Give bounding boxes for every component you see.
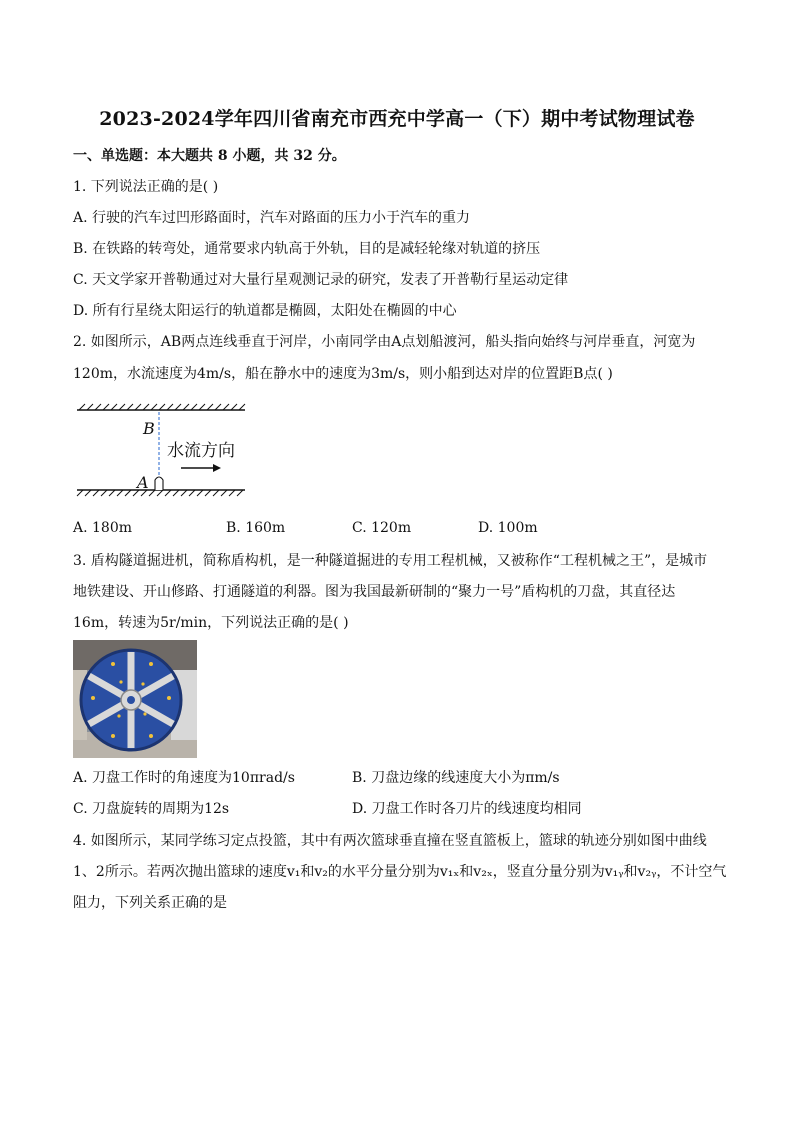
- q3-option-c: C. 刀盘旋转的周期为12s: [73, 801, 230, 817]
- q3-stem-line1: 3. 盾构隧道掘进机，简称盾构机，是一种隧道掘进的专用工程机械，又被称作“工程机械之王”，是城市: [73, 553, 708, 569]
- q3-stem-line3: 16m，转速为5r/min，下列说法正确的是( ): [73, 615, 349, 631]
- boat-icon: [155, 477, 163, 490]
- label-a: A: [137, 473, 149, 492]
- q3-option-b: B. 刀盘边缘的线速度大小为πm/s: [352, 770, 560, 786]
- q3-stem-line2: 地铁建设、开山修路、打通隧道的利器。图为我国最新研制的“聚力一号”盾构机的刀盘，其直径达: [73, 584, 676, 600]
- q1-option-a: A. 行驶的汽车过凹形路面时，汽车对路面的压力小于汽车的重力: [73, 210, 471, 226]
- q2-option-a: A. 180m: [73, 520, 133, 536]
- q2-option-d: D. 100m: [478, 520, 538, 536]
- q2-option-c: C. 120m: [352, 520, 412, 536]
- q4-stem-line2: 1、2所示。若两次抛出篮球的速度v₁和v₂的水平分量分别为v₁ₓ和v₂ₓ，竖直分量分别为v₁ᵧ和v₂ᵧ，不计空气: [73, 864, 727, 880]
- q2-option-b: B. 160m: [226, 520, 286, 536]
- section-heading: 一、单选题：本大题共 8 小题，共 32 分。: [73, 148, 346, 164]
- q1-option-b: B. 在铁路的转弯处，通常要求内轨高于外轨，目的是减轻轮缘对轨道的挤压: [73, 241, 541, 257]
- river-crossing-diagram: [73, 400, 253, 504]
- tunnel-boring-machine-photo: [73, 640, 197, 758]
- page-title: 2023-2024学年四川省南充市西充中学高一（下）期中考试物理试卷: [99, 108, 695, 130]
- q4-stem-line3: 阻力，下列关系正确的是: [73, 895, 227, 911]
- q2-stem-line1: 2. 如图所示，AB两点连线垂直于河岸，小南同学由A点划船渡河，船头指向始终与河岸垂直，河宽为: [73, 334, 696, 350]
- q1-stem: 1. 下列说法正确的是( ): [73, 179, 219, 195]
- q4-stem-line1: 4. 如图所示，某同学练习定点投篮，其中有两次篮球垂直撞在竖直篮板上，篮球的轨迹分别如图中曲线: [73, 833, 707, 849]
- q3-option-d: D. 刀盘工作时各刀片的线速度均相同: [352, 801, 582, 817]
- flow-direction-label: 水流方向: [167, 441, 235, 461]
- q3-option-a: A. 刀盘工作时的角速度为10πrad/s: [73, 770, 295, 786]
- q2-stem-line2: 120m，水流速度为4m/s，船在静水中的速度为3m/s，则小船到达对岸的位置距B点( ): [73, 366, 613, 382]
- q1-option-c: C. 天文学家开普勒通过对大量行星观测记录的研究，发表了开普勒行星运动定律: [73, 272, 569, 288]
- q1-option-d: D. 所有行星绕太阳运行的轨道都是椭圆，太阳处在椭圆的中心: [73, 303, 457, 319]
- label-b: B: [143, 419, 155, 438]
